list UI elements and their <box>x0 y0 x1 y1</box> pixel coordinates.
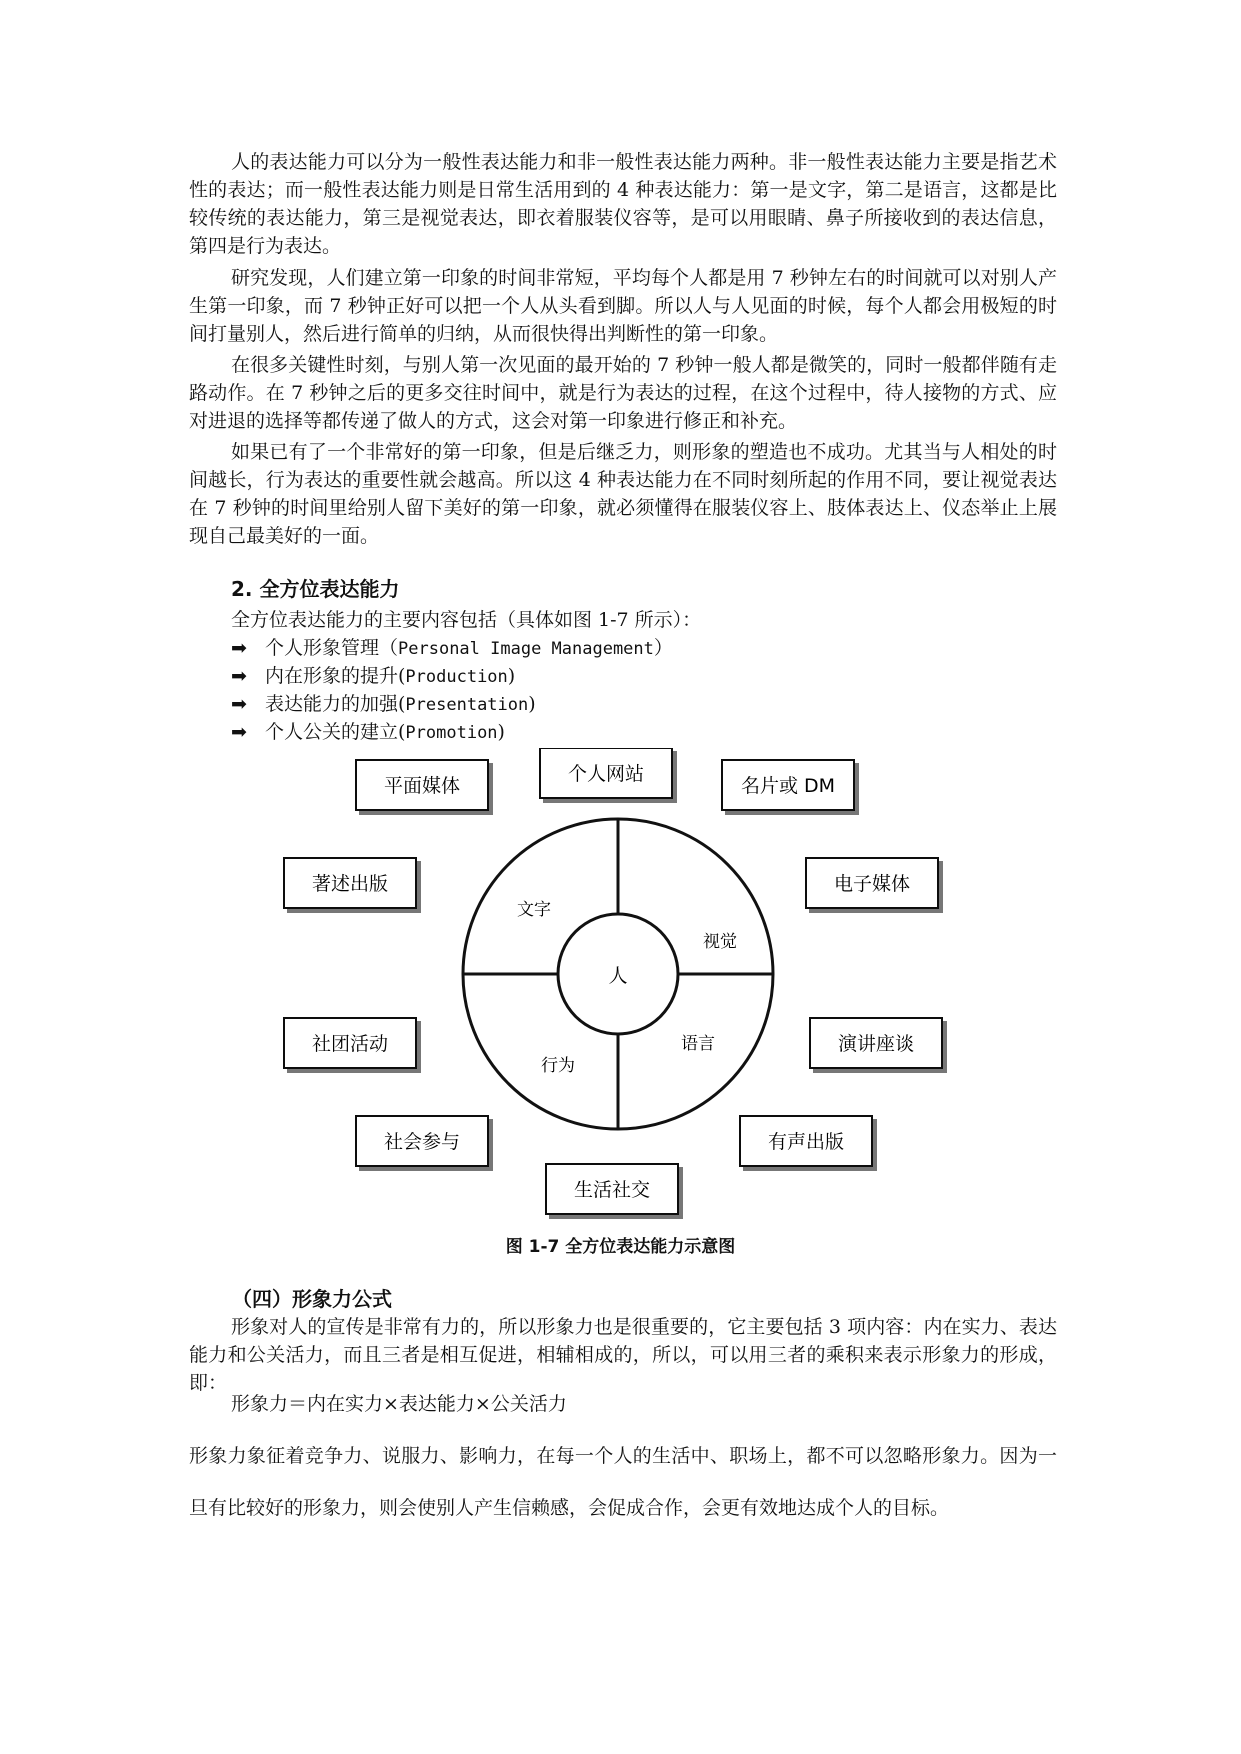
section-heading-4: （四）形象力公式 <box>232 1287 392 1311</box>
svg-text:名片或 DM: 名片或 DM <box>740 775 836 797</box>
paragraph-3: 在很多关键性时刻，与别人第一次见面的最开始的 7 秒钟一般人都是微笑的，同时一般都伴随有走路动作。在 7 秒钟之后的更多交往时间中，就是行为表达的过程，在这个过程中，待人接物的方式、应对进退的选择等都传递了做人的方式，这会对第一印象进行修正和补充。 <box>189 354 1057 432</box>
paragraph-2: 研究发现，人们建立第一印象的时间非常短，平均每个人都是用 7 秒钟左右的时间就可以对别人产生第一印象，而 7 秒钟正好可以把一个人从头看到脚。所以人与人见面的时候，每个人都会用极短的时间打量别人，然后进行简单的归纳，从而很快得出判断性的第一印象。 <box>189 267 1057 345</box>
box-speeches <box>810 1018 942 1068</box>
box-electronic-media <box>806 858 938 908</box>
paragraph-1: 人的表达能力可以分为一般性表达能力和非一般性表达能力两种。非一般性表达能力主要是指艺术性的表达；而一般性表达能力则是日常生活用到的 4 种表达能力：第一是文字，第二是语言，这都是比较传统的表达能力，第三是视觉表达，即衣着服装仪容等，是可以用眼睛、鼻子所接收到的表达信息，第四是行为表达。 <box>189 151 1057 257</box>
paragraph-4: 如果已有了一个非常好的第一印象，但是后继乏力，则形象的塑造也不成功。尤其当与人相处的时间越长，行为表达的重要性就会越高。所以这 4 种表达能力在不同时刻所起的作用不同，要让视觉表达在 7 秒钟的时间里给别人留下美好的第一印象，就必须懂得在服装仪容上、肢体表达上、仪态举止上展现自己最美好的一面。 <box>189 441 1057 547</box>
formula: 形象力＝内在实力×表达能力×公关活力 <box>231 1393 567 1415</box>
box-audio-publishing <box>740 1116 872 1166</box>
list-item: ➡ 个人形象管理（Personal Image Management） <box>231 634 673 662</box>
segment-label-speech: 语言 <box>681 1034 715 1054</box>
arrow-right-icon: ➡ <box>231 665 247 687</box>
box-social-life <box>546 1164 678 1214</box>
svg-text:生活社交: 生活社交 <box>573 1179 651 1201</box>
arrow-right-icon: ➡ <box>231 693 247 715</box>
arrow-right-icon: ➡ <box>231 721 247 743</box>
section-4-paragraph: 形象对人的宣传是非常有力的，所以形象力也是很重要的，它主要包括 3 项内容：内在实力、表达能力和公关活力，而且三者是相互促进，相辅相成的，所以，可以用三者的乘积来表示形象力的形成，即： <box>189 1316 1057 1394</box>
svg-text:著述出版: 著述出版 <box>311 873 389 895</box>
svg-text:演讲座谈: 演讲座谈 <box>837 1033 915 1055</box>
svg-text:个人网站: 个人网站 <box>567 763 645 785</box>
svg-text:社会参与: 社会参与 <box>383 1131 461 1153</box>
expression-diagram <box>270 748 980 1228</box>
svg-text:社团活动: 社团活动 <box>311 1033 389 1055</box>
box-print-media <box>356 760 488 810</box>
segment-label-behavior: 行为 <box>541 1056 575 1076</box>
svg-text:有声出版: 有声出版 <box>767 1131 845 1153</box>
svg-text:电子媒体: 电子媒体 <box>833 873 911 895</box>
box-personal-website <box>540 748 672 798</box>
segment-label-writing: 文字 <box>517 900 551 920</box>
section-heading-2: 2. 全方位表达能力 <box>231 577 400 601</box>
box-club-activities <box>284 1018 416 1068</box>
svg-text:平面媒体: 平面媒体 <box>383 775 461 797</box>
list-item: ➡ 表达能力的加强(Presentation) <box>231 690 673 718</box>
figure-caption: 图 1-7 全方位表达能力示意图 <box>505 1237 736 1257</box>
box-business-card <box>722 760 854 810</box>
closing-paragraph: 形象力象征着竞争力、说服力、影响力，在每一个人的生活中、职场上，都不可以忽略形象力。因为一旦有比较好的形象力，则会使别人产生信赖感，会促成合作，会更有效地达成个人的目标。 <box>189 1445 1057 1519</box>
box-social-participation <box>356 1116 488 1166</box>
section-2-intro: 全方位表达能力的主要内容包括（具体如图 1-7 所示）： <box>231 609 702 631</box>
center-label: 人 <box>608 965 628 987</box>
list-item: ➡ 个人公关的建立(Promotion) <box>231 718 673 746</box>
list-item: ➡ 内在形象的提升(Production) <box>231 662 673 690</box>
box-publishing <box>284 858 416 908</box>
segment-label-visual: 视觉 <box>703 932 737 952</box>
arrow-right-icon: ➡ <box>231 637 247 659</box>
bullet-list <box>231 634 673 746</box>
